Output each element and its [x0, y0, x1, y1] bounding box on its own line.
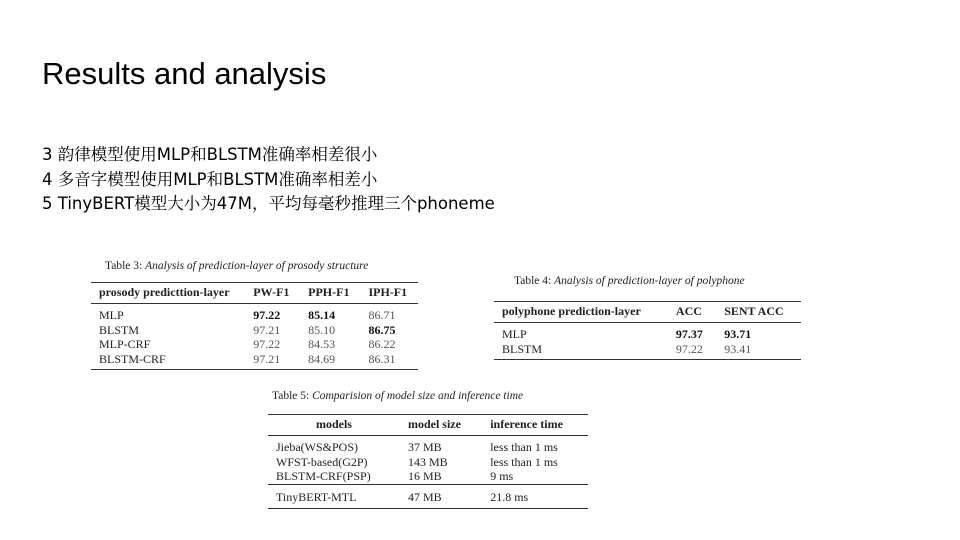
table-header: models — [315, 417, 352, 431]
table-cell: 97.21 — [253, 322, 281, 337]
table-row — [91, 323, 418, 338]
table-header: IPH-F1 — [368, 285, 408, 299]
bullet-item: 3 韵律模型使用MLP和BLSTM准确率相差很小 — [42, 145, 378, 164]
table-header: SENT ACC — [724, 304, 784, 318]
table-cell: Jieba(WS&POS) — [276, 440, 358, 454]
table-4-caption: Table 4: Analysis of prediction-layer of polyphone — [514, 275, 745, 287]
table-cell: 97.21 — [253, 351, 281, 366]
table-5-figure — [268, 390, 588, 509]
table-5 — [268, 414, 588, 509]
table-cell: BLSTM — [502, 341, 543, 356]
table-row — [91, 304, 418, 323]
table-row — [268, 469, 588, 484]
table-cell: 97.22 — [675, 341, 703, 356]
table-header: PW-F1 — [253, 285, 290, 299]
bullet-item: 5 TinyBERT模型大小为47M，平均每毫秒推理三个phoneme — [42, 194, 495, 213]
table-cell: 86.75 — [368, 322, 396, 337]
table-row — [268, 455, 588, 470]
table-row — [494, 342, 801, 360]
table-4 — [494, 301, 801, 360]
table-cell: MLP — [99, 308, 124, 322]
table-cell: 143 MB — [407, 454, 448, 469]
table-3 — [91, 282, 418, 370]
table-cell: 47 MB — [400, 484, 482, 509]
table-header: polyphone prediction-layer — [502, 304, 641, 318]
table-cell: BLSTM-CRF(PSP) — [276, 469, 371, 483]
table-cell: 93.41 — [724, 341, 752, 356]
table-cell: MLP-CRF — [99, 337, 151, 351]
table-cell: MLP — [502, 327, 527, 341]
table-cell: 97.22 — [253, 308, 281, 322]
table-cell: 85.10 — [308, 322, 336, 337]
table-header: inference time — [490, 417, 563, 431]
table-cell: BLSTM-CRF — [99, 351, 166, 366]
table-cell: WFST-based(G2P) — [276, 454, 368, 469]
table-cell: 86.31 — [368, 351, 396, 366]
table-cell: 97.22 — [253, 337, 281, 351]
table-cell: 84.53 — [308, 337, 336, 351]
table-cell: TinyBERT-MTL — [268, 484, 400, 509]
table-5-caption: Table 5: Comparision of model size and inference time — [272, 390, 524, 402]
table-cell: 9 ms — [490, 469, 514, 483]
table-3-figure — [91, 260, 418, 370]
table-3-caption: Table 3: Analysis of prediction-layer of prosody structure — [105, 260, 369, 272]
table-cell: less than 1 ms — [490, 454, 558, 469]
table-cell: 21.8 ms — [482, 484, 588, 509]
table-header-row — [268, 415, 588, 436]
bullet-list — [42, 143, 495, 217]
table-header: ACC — [675, 304, 702, 318]
table-row — [494, 323, 801, 342]
table-cell: 86.71 — [368, 308, 396, 322]
table-header: PPH-F1 — [308, 285, 350, 299]
table-header: prosody predicttion-layer — [99, 285, 230, 299]
bullet-item: 4 多音字模型使用MLP和BLSTM准确率相差小 — [42, 169, 378, 189]
table-row — [268, 436, 588, 455]
table-cell: 93.71 — [724, 327, 752, 341]
table-cell: 86.22 — [368, 337, 396, 351]
table-row — [268, 484, 588, 509]
table-cell: 97.37 — [675, 327, 703, 341]
table-cell: less than 1 ms — [490, 440, 558, 454]
table-row — [91, 352, 418, 370]
table-cell: 16 MB — [407, 469, 442, 483]
table-header: model size — [407, 417, 461, 431]
table-cell: BLSTM — [99, 322, 140, 337]
table-header-row — [91, 283, 418, 304]
table-cell: 85.14 — [308, 308, 336, 322]
table-4-figure — [494, 275, 801, 360]
table-cell: 84.69 — [308, 351, 336, 366]
table-row — [91, 337, 418, 352]
table-cell: 37 MB — [407, 440, 442, 454]
table-header-row — [494, 302, 801, 323]
slide-title: Results and analysis — [42, 56, 327, 91]
